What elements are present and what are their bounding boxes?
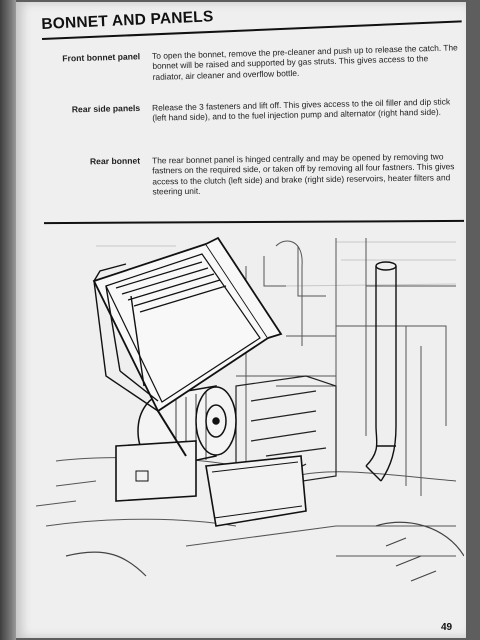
section-heading: Rear bonnet [89,155,141,167]
section-divider [44,220,464,224]
text-block [16,2,466,217]
page-title: BONNET AND PANELS [41,8,214,33]
section-heading: Rear side panels [71,102,141,115]
book-spine-shadow [0,0,16,640]
section-rear-bonnet [42,151,462,197]
section-text: To open the bonnet, remove the pre-cleaner and push up to release the catch. The bonnet will be raised and supported by gas struts. This gives access to the radiator, air cleaner and overflow bottle. [151,42,458,82]
section-front-bonnet [42,42,462,82]
section-text: Release the 3 fasteners and lift off. This gives access to the oil filler and dip stick (left hand side), and to the fuel injection pump and alternator (right hand side). [151,96,451,124]
section-heading: Front bonnet panel [62,51,141,64]
tractor-bonnet-illustration [36,226,464,596]
page-number: 49 [441,622,453,633]
manual-page [16,2,466,638]
section-text: The rear bonnet panel is hinged centrally and may be opened by removing two fastners on the required side, or taken off by removing all four fastners. This gives access to the clutch (left side) and brake (right side) reservoirs, heater filters and steering unit. [151,151,455,197]
section-rear-side-panels [42,96,462,124]
